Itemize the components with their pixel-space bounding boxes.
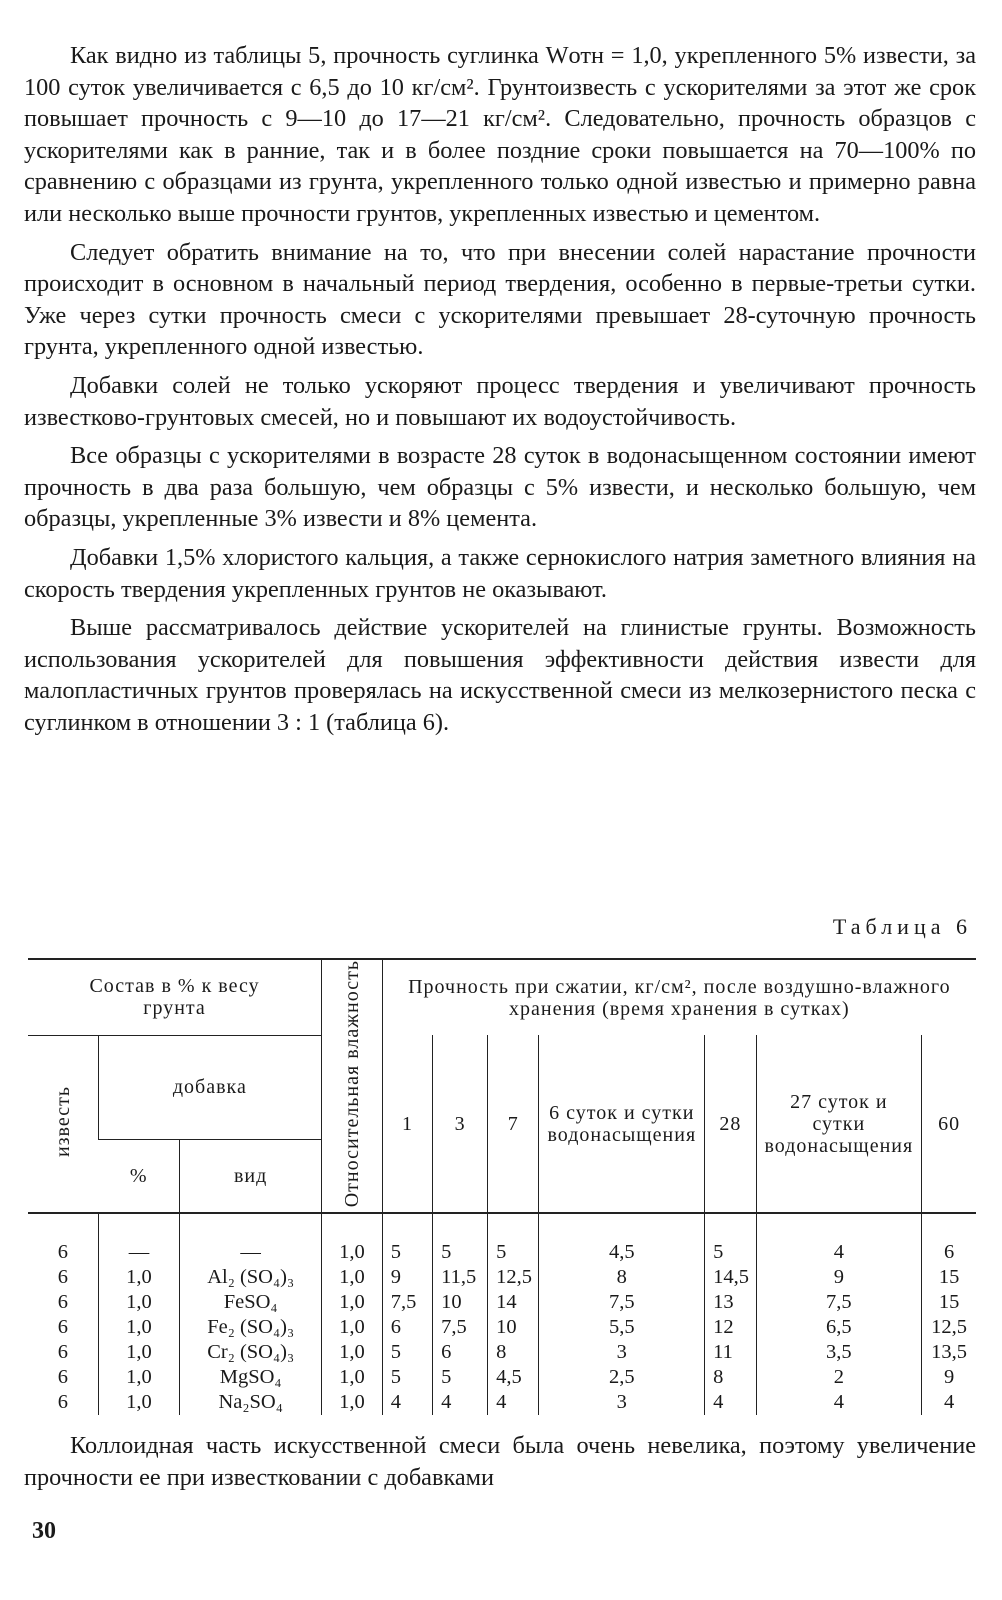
table-caption: Таблица 6 [832,914,972,939]
header-day-28: 28 [705,1035,756,1213]
table-cell-d6w: 4,5 [539,1213,705,1265]
table-cell-d27w: 7,5 [756,1290,922,1315]
table-cell-lime: 6 [57,1341,68,1364]
table-cell-hum: 1,0 [322,1213,383,1265]
paragraph-6: Выше рассматривалось действие ускорителей на глинистые грунты. Возможность использования ускорителей для повышения эффективности действия извести для малопластичных грунтов проверялась на искусственной смеси из мелкозернистого песка с суглинком в отношении 3 : 1 (таблица 6). [24,614,976,736]
page-number: 30 [32,1518,56,1544]
paragraph-4: Все образцы с ускорителями в возрасте 28 суток в водонасыщенном состоянии имеют прочность в два раза большую, чем образцы с 5% извести, и несколько большую, чем образцы, укрепленные 3% извести и 8% цемента. [24,442,976,533]
header-kind: вид [180,1139,322,1213]
header-lime-label: известь [51,1085,74,1157]
table-cell-d60: 12,5 [922,1315,976,1340]
table-cell-d60: 15 [922,1290,976,1315]
table-row [28,1213,976,1265]
table-6 [28,958,976,1415]
table-cell-d28: 8 [705,1365,756,1390]
table-cell-lime: 6 [57,1366,68,1389]
table-cell-lime: 6 [57,1316,68,1339]
table-row [28,1390,976,1415]
table-cell-d1: 5 [382,1365,432,1390]
table-cell-d27w: 9 [756,1265,922,1290]
table-cell-d6w: 3 [539,1390,705,1415]
table-cell-lime: 6 [57,1241,68,1264]
table-cell-d60: 9 [922,1365,976,1390]
table-cell-d28: 12 [705,1315,756,1340]
table-cell-pct: 1,0 [98,1290,180,1315]
table-cell-d7: 4,5 [488,1365,539,1390]
table-row [28,1340,976,1365]
table-cell-kind: FeSO₄ [180,1290,322,1315]
table-row [28,1290,976,1315]
header-humidity [322,959,383,1213]
paragraph-bottom: Коллоидная часть искусственной смеси была очень невелика, поэтому увеличение прочности ее при известковании с добавками [24,1432,976,1491]
table-cell-d3: 4 [433,1390,488,1415]
table-cell-d1: 6 [382,1315,432,1340]
table-cell-d28: 11 [705,1340,756,1365]
table-cell-d3: 6 [433,1340,488,1365]
table-cell-hum: 1,0 [322,1315,383,1340]
table-cell-pct: 1,0 [98,1265,180,1290]
table-cell-d6w: 8 [539,1265,705,1290]
table-cell-d60: 13,5 [922,1340,976,1365]
table-cell-d28: 14,5 [705,1265,756,1290]
table-body [28,1213,976,1415]
table-cell-lime: 6 [57,1291,68,1314]
table-cell-d7: 5 [488,1213,539,1265]
table-cell-d1: 9 [382,1265,432,1290]
header-day-3: 3 [433,1035,488,1213]
table-cell-kind: — [180,1213,322,1265]
table-cell-d7: 4 [488,1390,539,1415]
table-cell-d60: 4 [922,1390,976,1415]
table-cell-pct: 1,0 [98,1315,180,1340]
table-cell-pct: 1,0 [98,1365,180,1390]
table-cell-pct: 1,0 [98,1340,180,1365]
table-cell-kind: MgSO₄ [180,1365,322,1390]
table-row [28,1315,976,1340]
table-cell-pct: — [98,1213,180,1265]
table-cell-d6w: 3 [539,1340,705,1365]
header-day-27-water: 27 суток и сутки водонасыщения [756,1035,922,1213]
table-cell-kind: Al₂ (SO₄)₃ [180,1265,322,1290]
table-cell-d3: 5 [433,1213,488,1265]
table-row [28,1265,976,1290]
table-cell-d27w: 2 [756,1365,922,1390]
bottom-text [24,1430,976,1500]
table-cell-kind: Na₂SO₄ [180,1390,322,1415]
table-cell-d7: 14 [488,1290,539,1315]
table-cell-d6w: 2,5 [539,1365,705,1390]
table-cell-d1: 5 [382,1213,432,1265]
header-day-60: 60 [922,1035,976,1213]
table-cell-hum: 1,0 [322,1340,383,1365]
table-cell-d28: 13 [705,1290,756,1315]
header-composition: Состав в % к весу грунта [28,959,322,1035]
table-cell-d28: 4 [705,1390,756,1415]
table-cell-kind: Cr₂ (SO₄)₃ [180,1340,322,1365]
table-cell-pct: 1,0 [98,1390,180,1415]
table-cell-d28: 5 [705,1213,756,1265]
table-cell-d3: 5 [433,1365,488,1390]
table-cell-hum: 1,0 [322,1265,383,1290]
header-humidity-label: Относительная влажность [340,960,363,1208]
header-day-7: 7 [488,1035,539,1213]
paragraph-1: Как видно из таблицы 5, прочность суглинка Wотн = 1,0, укрепленного 5% извести, за 100 суток увеличивается с 6,5 до 10 кг/см². Грунтоизвесть с ускорителями за этот же срок повышает прочность с 9—10 до 17—21 кг/см². Следовательно, прочность образцов с ускорителями как в ранние, так и в более поздние сроки повышается на 70—100% по сравнению с образцами из грунта, укрепленного только одной известью и примерно равна или несколько выше прочности грунтов, укрепленных известью и цементом. [24,42,976,227]
table-cell-d3: 11,5 [433,1265,488,1290]
header-day-6-water: 6 суток и сутки водонасыщения [539,1035,705,1213]
table-cell-d60: 6 [922,1213,976,1265]
table-cell-d7: 12,5 [488,1265,539,1290]
table-cell-d6w: 7,5 [539,1290,705,1315]
table-cell-d6w: 5,5 [539,1315,705,1340]
table-cell-d27w: 6,5 [756,1315,922,1340]
header-percent: % [98,1139,180,1213]
table-cell-hum: 1,0 [322,1390,383,1415]
header-additive: добавка [98,1035,321,1139]
table-cell-d7: 8 [488,1340,539,1365]
table-cell-d3: 10 [433,1290,488,1315]
paragraph-2: Следует обратить внимание на то, что при внесении солей нарастание прочности происходит в основном в начальный период твердения, особенно в первые-третьи сутки. Уже через сутки прочность смеси с ускорителями превышает 28-суточную прочность грунта, укрепленного одной известью. [24,238,976,361]
table-cell-lime: 6 [57,1266,68,1289]
table-cell-d27w: 3,5 [756,1340,922,1365]
table-cell-d27w: 4 [756,1390,922,1415]
header-day-1: 1 [382,1035,432,1213]
table-cell-d1: 5 [382,1340,432,1365]
table-cell-d60: 15 [922,1265,976,1290]
paragraph-3: Добавки солей не только ускоряют процесс твердения и увеличивают прочность известково-грунтовых смесей, но и повышают их водоустойчивость. [24,371,976,431]
header-strength: Прочность при сжатии, кг/см², после воздушно-влажного хранения (время хранения в сутках) [382,959,976,1035]
table-cell-hum: 1,0 [322,1290,383,1315]
table-cell-d27w: 4 [756,1213,922,1265]
table-cell-d3: 7,5 [433,1315,488,1340]
table-cell-lime: 6 [57,1391,68,1414]
table-row [28,1365,976,1390]
text-body [24,40,976,745]
table-cell-d1: 7,5 [382,1290,432,1315]
table-cell-hum: 1,0 [322,1365,383,1390]
table-cell-d7: 10 [488,1315,539,1340]
table-cell-kind: Fe₂ (SO₄)₃ [180,1315,322,1340]
header-lime [28,1035,98,1213]
table-cell-d1: 4 [382,1390,432,1415]
paragraph-5: Добавки 1,5% хлористого кальция, а также сернокислого натрия заметного влияния на скорость твердения укрепленных грунтов не оказывают. [24,543,976,603]
